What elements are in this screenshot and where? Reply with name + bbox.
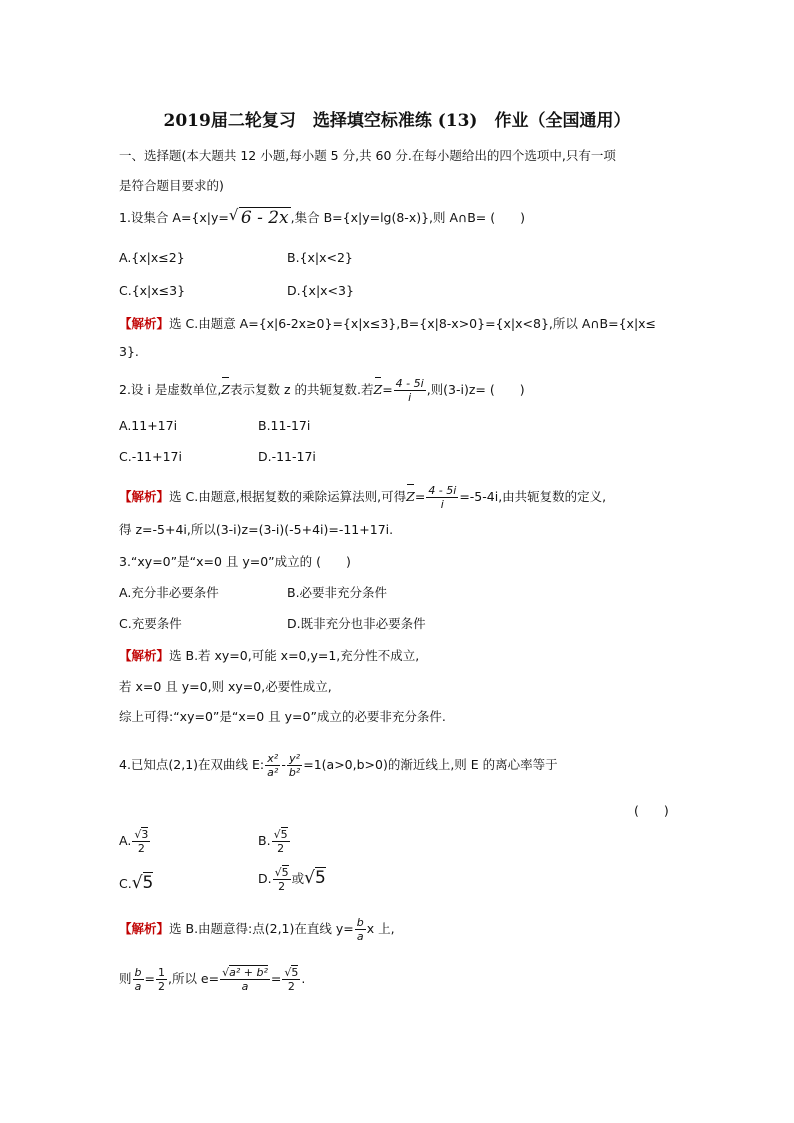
q4-option-b: [258, 828, 291, 855]
sqrt-icon: √: [304, 868, 315, 888]
sqrt-icon: √: [274, 866, 282, 879]
q3-option-d: D.既非充分也非必要条件: [287, 616, 426, 631]
q4-slope-den: a: [356, 930, 364, 943]
q4-option-d-num: [273, 866, 291, 880]
sqrt-icon: √: [273, 828, 281, 841]
q4-analysis-period: .: [301, 971, 306, 986]
q3-option-c: C.充要条件: [119, 616, 182, 631]
q4-option-b-num: [272, 828, 290, 842]
analysis-tag: 【解析】: [119, 316, 170, 331]
q4-result-radicand: 5: [291, 966, 299, 979]
q4-analysis-text-b: x 上,: [366, 921, 395, 936]
q4-analysis-line2: [119, 966, 679, 993]
q4-result-num: [282, 966, 300, 980]
q3-option-a: A.充分非必要条件: [119, 585, 219, 600]
section-heading-line2: 是符合题目要求的): [119, 178, 224, 193]
q2-analysis-text-b: =-5-4i,由共轭复数的定义,: [459, 489, 607, 504]
page-title: 2019届二轮复习 选择填空标准练 (13) 作业（全国通用）: [163, 111, 631, 131]
q2-stem-b: 表示复数 z 的共轭复数.若: [230, 382, 374, 397]
q1-radicand: 6 - 2x: [240, 208, 289, 228]
q4-analysis-text-d: ,所以 e=: [167, 971, 220, 986]
q2-denominator: i: [408, 391, 412, 404]
q2-stem-c: ,则(3-i)z= ( ): [426, 382, 525, 397]
sqrt-icon: √: [134, 828, 142, 841]
q4-y2: y²: [289, 752, 300, 765]
q4-e-num: [220, 966, 270, 980]
q4-option-c-label: C.: [119, 876, 132, 891]
q2-analysis-z: Z: [406, 489, 415, 504]
q4-option-b-den: 2: [277, 842, 285, 855]
q4-option-d-radicand: 5: [281, 866, 289, 879]
q1-stem-a: 1.设集合 A={x|y=: [119, 210, 229, 225]
q4-option-b-radicand: 5: [280, 828, 288, 841]
q3-option-b: B.必要非充分条件: [287, 585, 388, 600]
q2-fraction: [394, 377, 426, 404]
q2-conjugate-z: Z: [221, 382, 231, 397]
q1-option-b: B.{x|x<2}: [287, 250, 353, 265]
q4-e-radicand: a² + b²: [229, 966, 268, 979]
q4-eq-2: =: [270, 971, 282, 986]
q4-slope-num: b: [356, 916, 364, 929]
q4-e-den: a: [241, 980, 249, 993]
q2-analysis-fraction: [426, 484, 458, 511]
q4-option-a-fraction: [132, 828, 150, 855]
section-heading-line1: 一、选择题(本大题共 12 小题,每小题 5 分,共 60 分.在每小题给出的四个选项中,只有一项: [119, 148, 616, 163]
q2-numerator: 4 - 5i: [395, 377, 424, 390]
q4-option-b-fraction: [272, 828, 290, 855]
q4-option-d-label: D.: [258, 871, 272, 886]
q4-option-a-den: 2: [137, 842, 145, 855]
q4-analysis-text-a: 选 B.由题意得:点(2,1)在直线 y=: [169, 921, 354, 936]
q2-analysis-line2: 得 z=-5+4i,所以(3-i)z=(3-i)(-5+4i)=-11+17i.: [119, 522, 394, 537]
q1-analysis-text: 选 C.由题意 A={x|6-2x≥0}={x|x≤3},B={x|8-x>0}={x|x<8},所以 A∩B={x|x≤: [169, 316, 657, 331]
q2-analysis-denominator: i: [440, 498, 444, 511]
q2-conjugate-z-2: Z: [373, 382, 383, 397]
q4-result-den: 2: [287, 980, 295, 993]
q4-option-d-or: 或: [291, 871, 305, 886]
q4-analysis-line1: [119, 916, 679, 943]
question-4-stem: [119, 752, 679, 779]
question-1-stem: [119, 208, 679, 228]
q4-result-fraction: [282, 966, 300, 993]
sqrt-icon: √: [131, 873, 143, 893]
q4-option-c-radicand: 5: [142, 873, 154, 893]
q2-analysis-text-a: 选 C.由题意,根据复数的乘除运算法则,可得: [169, 489, 407, 504]
q4-stem-b: =1(a>0,b>0)的渐近线上,则 E 的离心率等于: [303, 757, 558, 772]
q2-analysis-eq: =: [414, 489, 426, 504]
q2-option-a: A.11+17i: [119, 418, 178, 433]
sqrt-icon: √: [284, 966, 292, 979]
q4-y-fraction: [287, 752, 302, 779]
q1-analysis-line1: [119, 314, 679, 333]
q4-option-a-label: A.: [119, 833, 132, 848]
q1-stem-b: ,集合 B={x|y=lg(8-x)},则 A∩B= ( ): [290, 210, 525, 225]
q3-analysis-line2: 若 x=0 且 y=0,则 xy=0,必要性成立,: [119, 679, 332, 694]
q4-option-d-fraction: [273, 866, 291, 893]
q2-eq: =: [382, 382, 393, 397]
q4-option-d: [258, 866, 326, 893]
q1-sqrt: [228, 206, 291, 228]
q4-option-a: [119, 828, 151, 855]
q1-analysis-line2: 3}.: [119, 344, 139, 359]
q2-option-c: C.-11+17i: [119, 449, 182, 464]
q1-option-c: C.{x|x≤3}: [119, 283, 186, 298]
q4-option-b-label: B.: [258, 833, 271, 848]
question-2-stem: [119, 377, 679, 404]
sqrt-icon: √: [222, 966, 230, 979]
q4-eq-1: =: [144, 971, 155, 986]
q2-option-d: D.-11-17i: [258, 449, 316, 464]
q4-ba-den: a: [134, 980, 142, 993]
q4-e-fraction: [220, 966, 270, 993]
q4-option-a-num: [132, 828, 150, 842]
q2-option-b: B.11-17i: [258, 418, 311, 433]
q1-option-a: A.{x|x≤2}: [119, 250, 185, 265]
q4-stem-a: 4.已知点(2,1)在双曲线 E:: [119, 757, 265, 772]
q4-slope-fraction: [355, 916, 366, 943]
q4-option-c: [119, 873, 153, 893]
analysis-tag: 【解析】: [119, 489, 170, 504]
analysis-tag: 【解析】: [119, 921, 170, 936]
q4-ba-fraction: [133, 966, 144, 993]
q2-analysis-line1: [119, 484, 679, 511]
q2-stem-a: 2.设 i 是虚数单位,: [119, 382, 222, 397]
q4-option-d-radicand-2: 5: [314, 868, 326, 888]
q4-minus: -: [281, 757, 286, 772]
q4-option-d-den: 2: [278, 880, 286, 893]
q4-b2: b²: [288, 766, 301, 779]
q2-analysis-numerator: 4 - 5i: [428, 484, 457, 497]
sqrt-icon: √: [228, 206, 239, 224]
q4-analysis-text-c: 则: [119, 971, 132, 986]
q4-x-fraction: [265, 752, 280, 779]
q4-half-den: 2: [157, 980, 165, 993]
q4-a2: a²: [267, 766, 279, 779]
q3-analysis-line3: 综上可得:“xy=0”是“x=0 且 y=0”成立的必要非充分条件.: [119, 709, 446, 724]
q4-x2: x²: [267, 752, 279, 765]
analysis-tag: 【解析】: [119, 648, 170, 663]
q4-answer-blank: ( ): [634, 803, 669, 818]
q4-option-a-radicand: 3: [141, 828, 149, 841]
q4-ba-num: b: [134, 966, 142, 979]
q3-analysis-line1: [119, 646, 679, 665]
q1-option-d: D.{x|x<3}: [287, 283, 354, 298]
question-3-stem: 3.“xy=0”是“x=0 且 y=0”成立的 ( ): [119, 554, 351, 569]
q3-analysis-text: 选 B.若 xy=0,可能 x=0,y=1,充分性不成立,: [169, 648, 420, 663]
q4-half-num: 1: [157, 966, 165, 979]
q4-half-fraction: [156, 966, 167, 993]
